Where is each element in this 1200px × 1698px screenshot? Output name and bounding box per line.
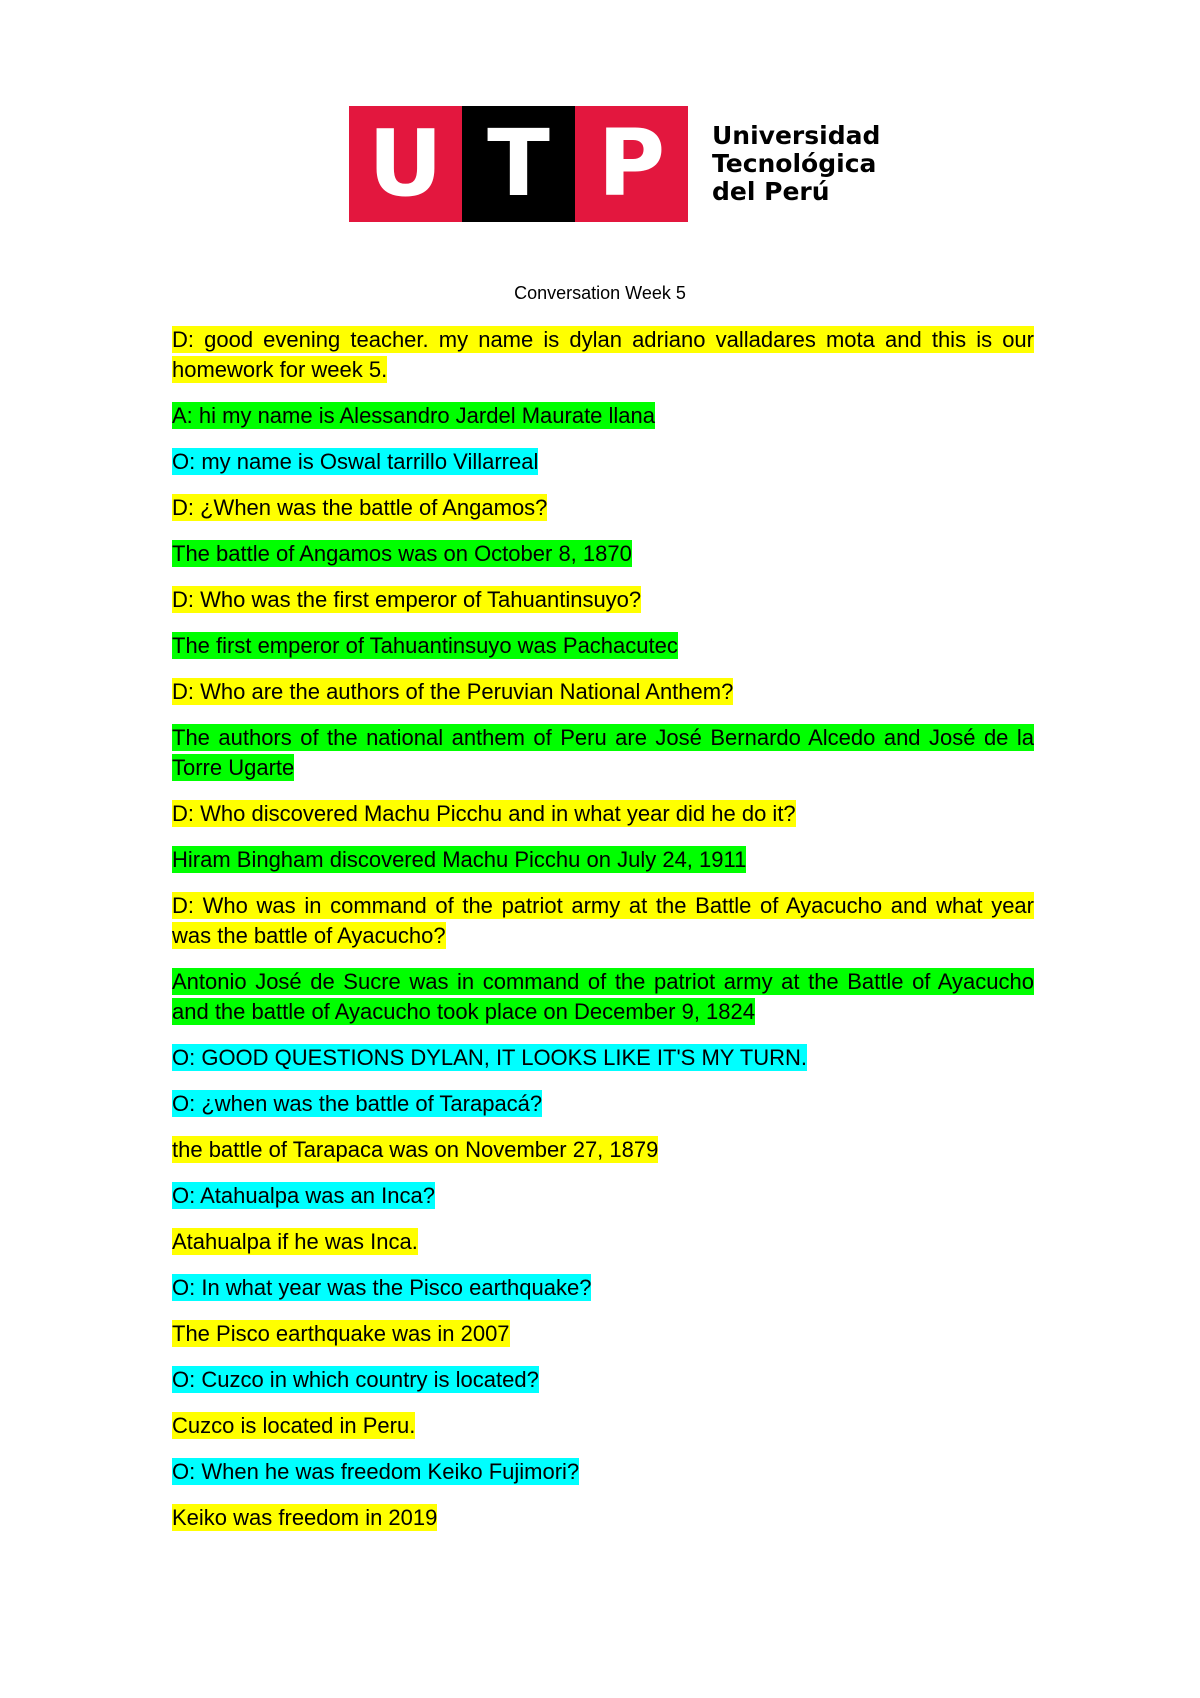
highlighted-text: The first emperor of Tahuantinsuyo was Pachacutec [172, 633, 678, 658]
conversation-line [172, 1181, 1034, 1211]
highlighted-text: D: Who discovered Machu Picchu and in what year did he do it? [172, 801, 796, 826]
conversation-line [172, 1135, 1034, 1165]
highlighted-text: D: Who are the authors of the Peruvian National Anthem? [172, 679, 734, 704]
highlighted-text: The battle of Angamos was on October 8, 1870 [172, 541, 632, 566]
highlighted-text: O: When he was freedom Keiko Fujimori? [172, 1459, 580, 1484]
highlighted-text: O: my name is Oswal tarrillo Villarreal [172, 449, 539, 474]
conversation-body [172, 325, 1034, 1549]
highlighted-text: The authors of the national anthem of Peru are José Bernardo Alcedo and José de la Torre Ugarte [172, 725, 1034, 780]
utp-logo [349, 106, 880, 222]
conversation-line [172, 1503, 1034, 1533]
conversation-line [172, 1365, 1034, 1395]
conversation-line [172, 1457, 1034, 1487]
conversation-line [172, 1273, 1034, 1303]
conversation-line [172, 493, 1034, 523]
highlighted-text: Hiram Bingham discovered Machu Picchu on July 24, 1911 [172, 847, 747, 872]
conversation-line [172, 845, 1034, 875]
highlighted-text: O: GOOD QUESTIONS DYLAN, IT LOOKS LIKE IT'S MY TURN. [172, 1045, 808, 1070]
highlighted-text: D: Who was in command of the patriot army at the Battle of Ayacucho and what year was the battle of Ayacucho? [172, 893, 1034, 948]
conversation-line [172, 1227, 1034, 1257]
highlighted-text: D: ¿When was the battle of Angamos? [172, 495, 548, 520]
conversation-line [172, 585, 1034, 615]
highlighted-text: the battle of Tarapaca was on November 27, 1879 [172, 1137, 659, 1162]
highlighted-text: Atahualpa if he was Inca. [172, 1229, 418, 1254]
conversation-line [172, 967, 1034, 1027]
conversation-line [172, 1319, 1034, 1349]
highlighted-text: D: good evening teacher. my name is dylan adriano valladares mota and this is our homework for week 5. [172, 327, 1034, 382]
highlighted-text: Antonio José de Sucre was in command of the patriot army at the Battle of Ayacucho and the battle of Ayacucho took place on December 9, 1824 [172, 969, 1034, 1024]
conversation-line [172, 1089, 1034, 1119]
highlighted-text: Keiko was freedom in 2019 [172, 1505, 438, 1530]
logo-line-2: Tecnológica [712, 149, 877, 178]
conversation-line [172, 1411, 1034, 1441]
conversation-line [172, 631, 1034, 661]
highlighted-text: D: Who was the first emperor of Tahuantinsuyo? [172, 587, 642, 612]
conversation-line [172, 401, 1034, 431]
highlighted-text: O: ¿when was the battle of Tarapacá? [172, 1091, 543, 1116]
conversation-line [172, 799, 1034, 829]
conversation-line [172, 723, 1034, 783]
conversation-line [172, 1043, 1034, 1073]
document-title: Conversation Week 5 [514, 283, 686, 303]
highlighted-text: O: In what year was the Pisco earthquake? [172, 1275, 592, 1300]
conversation-line [172, 325, 1034, 385]
highlighted-text: A: hi my name is Alessandro Jardel Maurate llana [172, 403, 656, 428]
highlighted-text: O: Cuzco in which country is located? [172, 1367, 539, 1392]
conversation-line [172, 539, 1034, 569]
conversation-line [172, 677, 1034, 707]
logo-letter-u: U [349, 106, 462, 222]
conversation-line [172, 447, 1034, 477]
highlighted-text: The Pisco earthquake was in 2007 [172, 1321, 510, 1346]
highlighted-text: Cuzco is located in Peru. [172, 1413, 416, 1438]
logo-letter-t: T [462, 106, 575, 222]
logo-letter-p: P [575, 106, 688, 222]
logo-line-3: del Perú [712, 177, 830, 206]
conversation-line [172, 891, 1034, 951]
highlighted-text: O: Atahualpa was an Inca? [172, 1183, 435, 1208]
logo-wordmark [712, 122, 880, 206]
logo-line-1: Universidad [712, 121, 881, 150]
